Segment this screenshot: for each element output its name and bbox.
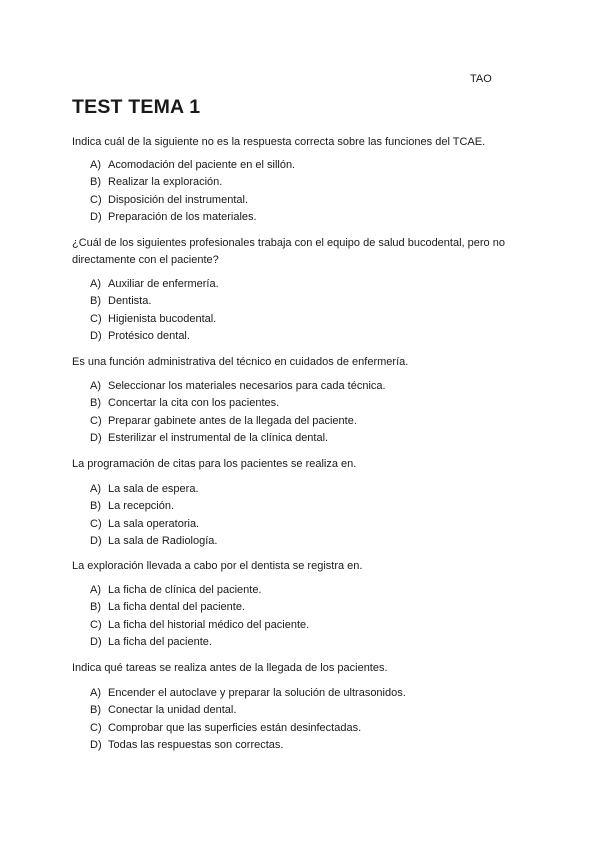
option-letter: A) <box>90 687 101 699</box>
option <box>90 293 219 310</box>
option <box>90 209 295 226</box>
option-text: Dentista. <box>108 295 152 308</box>
option-text: La ficha dental del paciente. <box>108 601 245 614</box>
question-4-options <box>90 481 217 551</box>
option-letter: D) <box>90 636 102 649</box>
option <box>90 533 217 550</box>
option <box>90 328 219 345</box>
option <box>90 413 386 430</box>
option <box>90 311 219 328</box>
option-text: Comprobar que las superficies están desinfectadas. <box>108 721 362 734</box>
option-letter: D) <box>90 211 102 224</box>
option <box>90 720 406 737</box>
option-letter: D) <box>90 330 102 343</box>
question-5-options <box>90 582 309 652</box>
option-letter: B) <box>90 295 101 308</box>
option-letter: D) <box>90 432 102 445</box>
option-letter: A) <box>90 159 101 171</box>
option <box>90 378 386 395</box>
option-text: La sala de Radiología. <box>108 535 218 548</box>
header-tag: TAO <box>470 73 492 85</box>
option-text: Encender el autoclave y preparar la solución de ultrasonidos. <box>108 687 406 699</box>
option <box>90 599 309 616</box>
option-text: La sala de espera. <box>108 483 199 495</box>
option-letter: B) <box>90 500 101 513</box>
option-letter: C) <box>90 618 102 631</box>
option <box>90 192 295 209</box>
option-text: Acomodación del paciente en el sillón. <box>108 159 296 171</box>
option <box>90 702 406 719</box>
option-text: Concertar la cita con los pacientes. <box>108 397 280 410</box>
question-3: Es una función administrativa del técnico en cuidados de enfermería. <box>72 356 409 368</box>
option-text: Higienista bucodental. <box>108 312 217 325</box>
option <box>90 157 295 174</box>
option <box>90 430 386 447</box>
question-6: Indica qué tareas se realiza antes de la llegada de los pacientes. <box>72 662 388 674</box>
option-letter: D) <box>90 739 102 752</box>
question-4: La programación de citas para los pacientes se realiza en. <box>72 458 357 470</box>
option-letter: C) <box>90 517 102 530</box>
option-text: Realizar la exploración. <box>108 176 223 189</box>
option-text: Todas las respuestas son correctas. <box>108 739 284 752</box>
option-text: Conectar la unidad dental. <box>108 704 237 717</box>
option-letter: A) <box>90 584 101 596</box>
option <box>90 737 406 754</box>
question-1-options <box>90 157 295 227</box>
option-letter: C) <box>90 193 102 206</box>
option <box>90 395 386 412</box>
question-3-options <box>90 378 386 448</box>
question-6-options <box>90 685 406 755</box>
option <box>90 481 217 498</box>
option-text: La sala operatoria. <box>108 517 200 530</box>
option-letter: B) <box>90 397 101 410</box>
option-text: Preparación de los materiales. <box>108 211 257 224</box>
option <box>90 582 309 599</box>
option-text: La ficha de clínica del paciente. <box>108 584 262 596</box>
option-letter: A) <box>90 278 101 290</box>
option <box>90 516 217 533</box>
page-title: TEST TEMA 1 <box>72 96 201 118</box>
option-text: Seleccionar los materiales necesarios para cada técnica. <box>108 380 386 392</box>
option-text: La ficha del historial médico del paciente. <box>108 618 310 631</box>
option <box>90 617 309 634</box>
option-letter: D) <box>90 535 102 548</box>
option-text: Protésico dental. <box>108 330 190 343</box>
option-letter: B) <box>90 176 101 189</box>
question-2-options <box>90 276 219 346</box>
question-1: Indica cuál de la siguiente no es la respuesta correcta sobre las funciones del TCAE. <box>72 136 486 148</box>
option-letter: C) <box>90 414 102 427</box>
option-letter: B) <box>90 704 101 717</box>
question-5: La exploración llevada a cabo por el dentista se registra en. <box>72 560 363 572</box>
option-text: Disposición del instrumental. <box>108 193 249 206</box>
option <box>90 498 217 515</box>
option-letter: C) <box>90 312 102 325</box>
option-letter: A) <box>90 380 101 392</box>
option-text: Esterilizar el instrumental de la clínica dental. <box>108 432 329 445</box>
option-letter: A) <box>90 483 101 495</box>
option <box>90 634 309 651</box>
option-letter: B) <box>90 601 101 614</box>
option-text: Preparar gabinete antes de la llegada del paciente. <box>108 414 357 427</box>
question-2: ¿Cuál de los siguientes profesionales trabaja con el equipo de salud bucodental, pero no directamente con el paciente? <box>72 237 505 266</box>
option <box>90 685 406 702</box>
option-text: La recepción. <box>108 500 175 513</box>
option <box>90 174 295 191</box>
option <box>90 276 219 293</box>
option-text: Auxiliar de enfermería. <box>108 278 219 290</box>
option-text: La ficha del paciente. <box>108 636 212 649</box>
option-letter: C) <box>90 721 102 734</box>
